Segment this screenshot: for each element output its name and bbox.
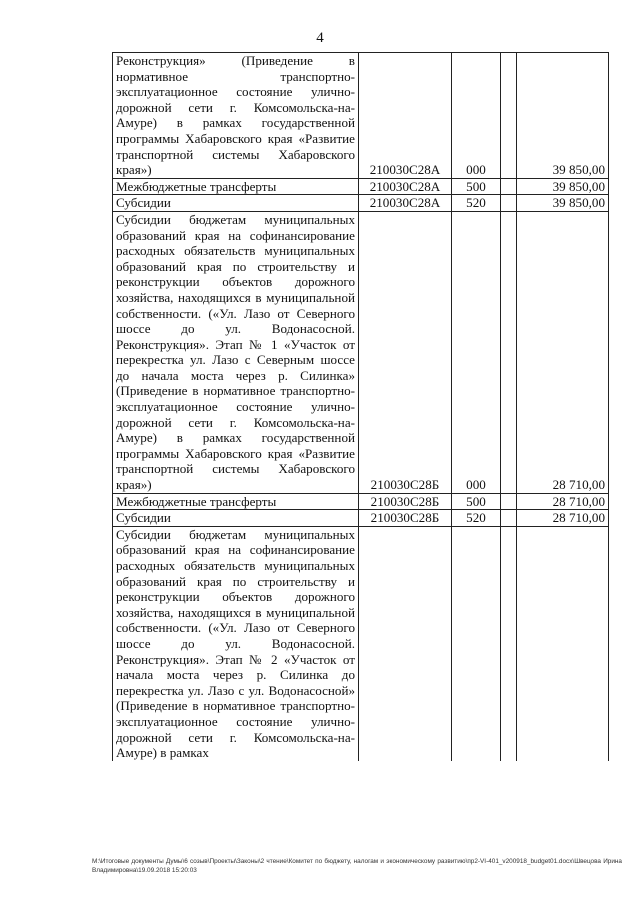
row-gap: [501, 510, 517, 527]
row-sum: 28 710,00: [517, 493, 609, 510]
row-gap: [501, 493, 517, 510]
row-code: [359, 526, 452, 760]
table-row: [113, 53, 609, 179]
table-row: [113, 526, 609, 760]
budget-table: [112, 52, 609, 761]
row-sum: 39 850,00: [517, 178, 609, 195]
row-name: Межбюджетные трансферты: [113, 178, 359, 195]
row-sum: [517, 526, 609, 760]
row-name: Субсидии: [113, 510, 359, 527]
table-row: [113, 195, 609, 212]
row-name: Субсидии: [113, 195, 359, 212]
row-type: [452, 526, 501, 760]
row-gap: [501, 195, 517, 212]
row-type: 520: [452, 195, 501, 212]
row-name: Субсидии бюджетам муниципальных образований края на софинансирование расходных обязательств муниципальных образований края по строительству и реконструкции объектов дорожного хозяйства, находящихся в муниципальной собственности. («Ул. Лазо от Северного шоссе до ул. Водонасосной. Реконструкция». Этап № 1 «Участок от перекрестка ул. Лазо с Северным шоссе до начала моста через р. Силинка» (Приведение в нормативное транспортно-эксплуатационное состояние улично-дорожной сети г. Комсомольска-на-Амуре) в рамках государственной программы Хабаровского края «Развитие транспортной системы Хабаровского края»): [113, 211, 359, 493]
table-row: [113, 178, 609, 195]
row-name: Субсидии бюджетам муниципальных образований края на софинансирование расходных обязательств муниципальных образований края по строительству и реконструкции объектов дорожного хозяйства, находящихся в муниципальной собственности. («Ул. Лазо от Северного шоссе до ул. Водонасосной. Реконструкция». Этап № 2 «Участок от начала моста через р. Силинка до перекрестка ул. Лазо с ул. Водонасосной» (Приведение в нормативное транспортно-эксплуатационное состояние улично-дорожной сети г. Комсомольска-на-Амуре) в рамках: [113, 526, 359, 760]
file-path-footer: М:\Итоговые документы Думы\6 созыв\Проекты\Законы\2 чтение\Комитет по бюджету, налогам и экономическому развитию\пр2-VI-401_v200918_budget01.docx\Швецова Ирина Владимировна\19.09.2018 15:20:03: [92, 858, 622, 874]
row-sum: 28 710,00: [517, 211, 609, 493]
row-code: 210030С28А: [359, 195, 452, 212]
row-sum: 39 850,00: [517, 53, 609, 179]
row-type: 520: [452, 510, 501, 527]
row-code: 210030С28А: [359, 178, 452, 195]
row-code: 210030С28Б: [359, 493, 452, 510]
row-sum: 28 710,00: [517, 510, 609, 527]
row-name: Реконструкция» (Приведение в нормативное транспортно-эксплуатационное состояние улично-дорожной сети г. Комсомольска-на-Амуре) в рамках государственной программы Хабаровского края «Развитие транспортной системы Хабаровского края»): [113, 53, 359, 179]
row-name: Межбюджетные трансферты: [113, 493, 359, 510]
row-code: 210030С28Б: [359, 510, 452, 527]
table-row: [113, 211, 609, 493]
table-row: [113, 493, 609, 510]
table-row: [113, 510, 609, 527]
page-number: 4: [316, 30, 324, 46]
row-gap: [501, 526, 517, 760]
row-sum: 39 850,00: [517, 195, 609, 212]
row-type: 500: [452, 178, 501, 195]
row-type: 000: [452, 211, 501, 493]
row-type: 000: [452, 53, 501, 179]
row-gap: [501, 178, 517, 195]
row-code: 210030С28А: [359, 53, 452, 179]
row-code: 210030С28Б: [359, 211, 452, 493]
row-gap: [501, 211, 517, 493]
row-type: 500: [452, 493, 501, 510]
row-gap: [501, 53, 517, 179]
